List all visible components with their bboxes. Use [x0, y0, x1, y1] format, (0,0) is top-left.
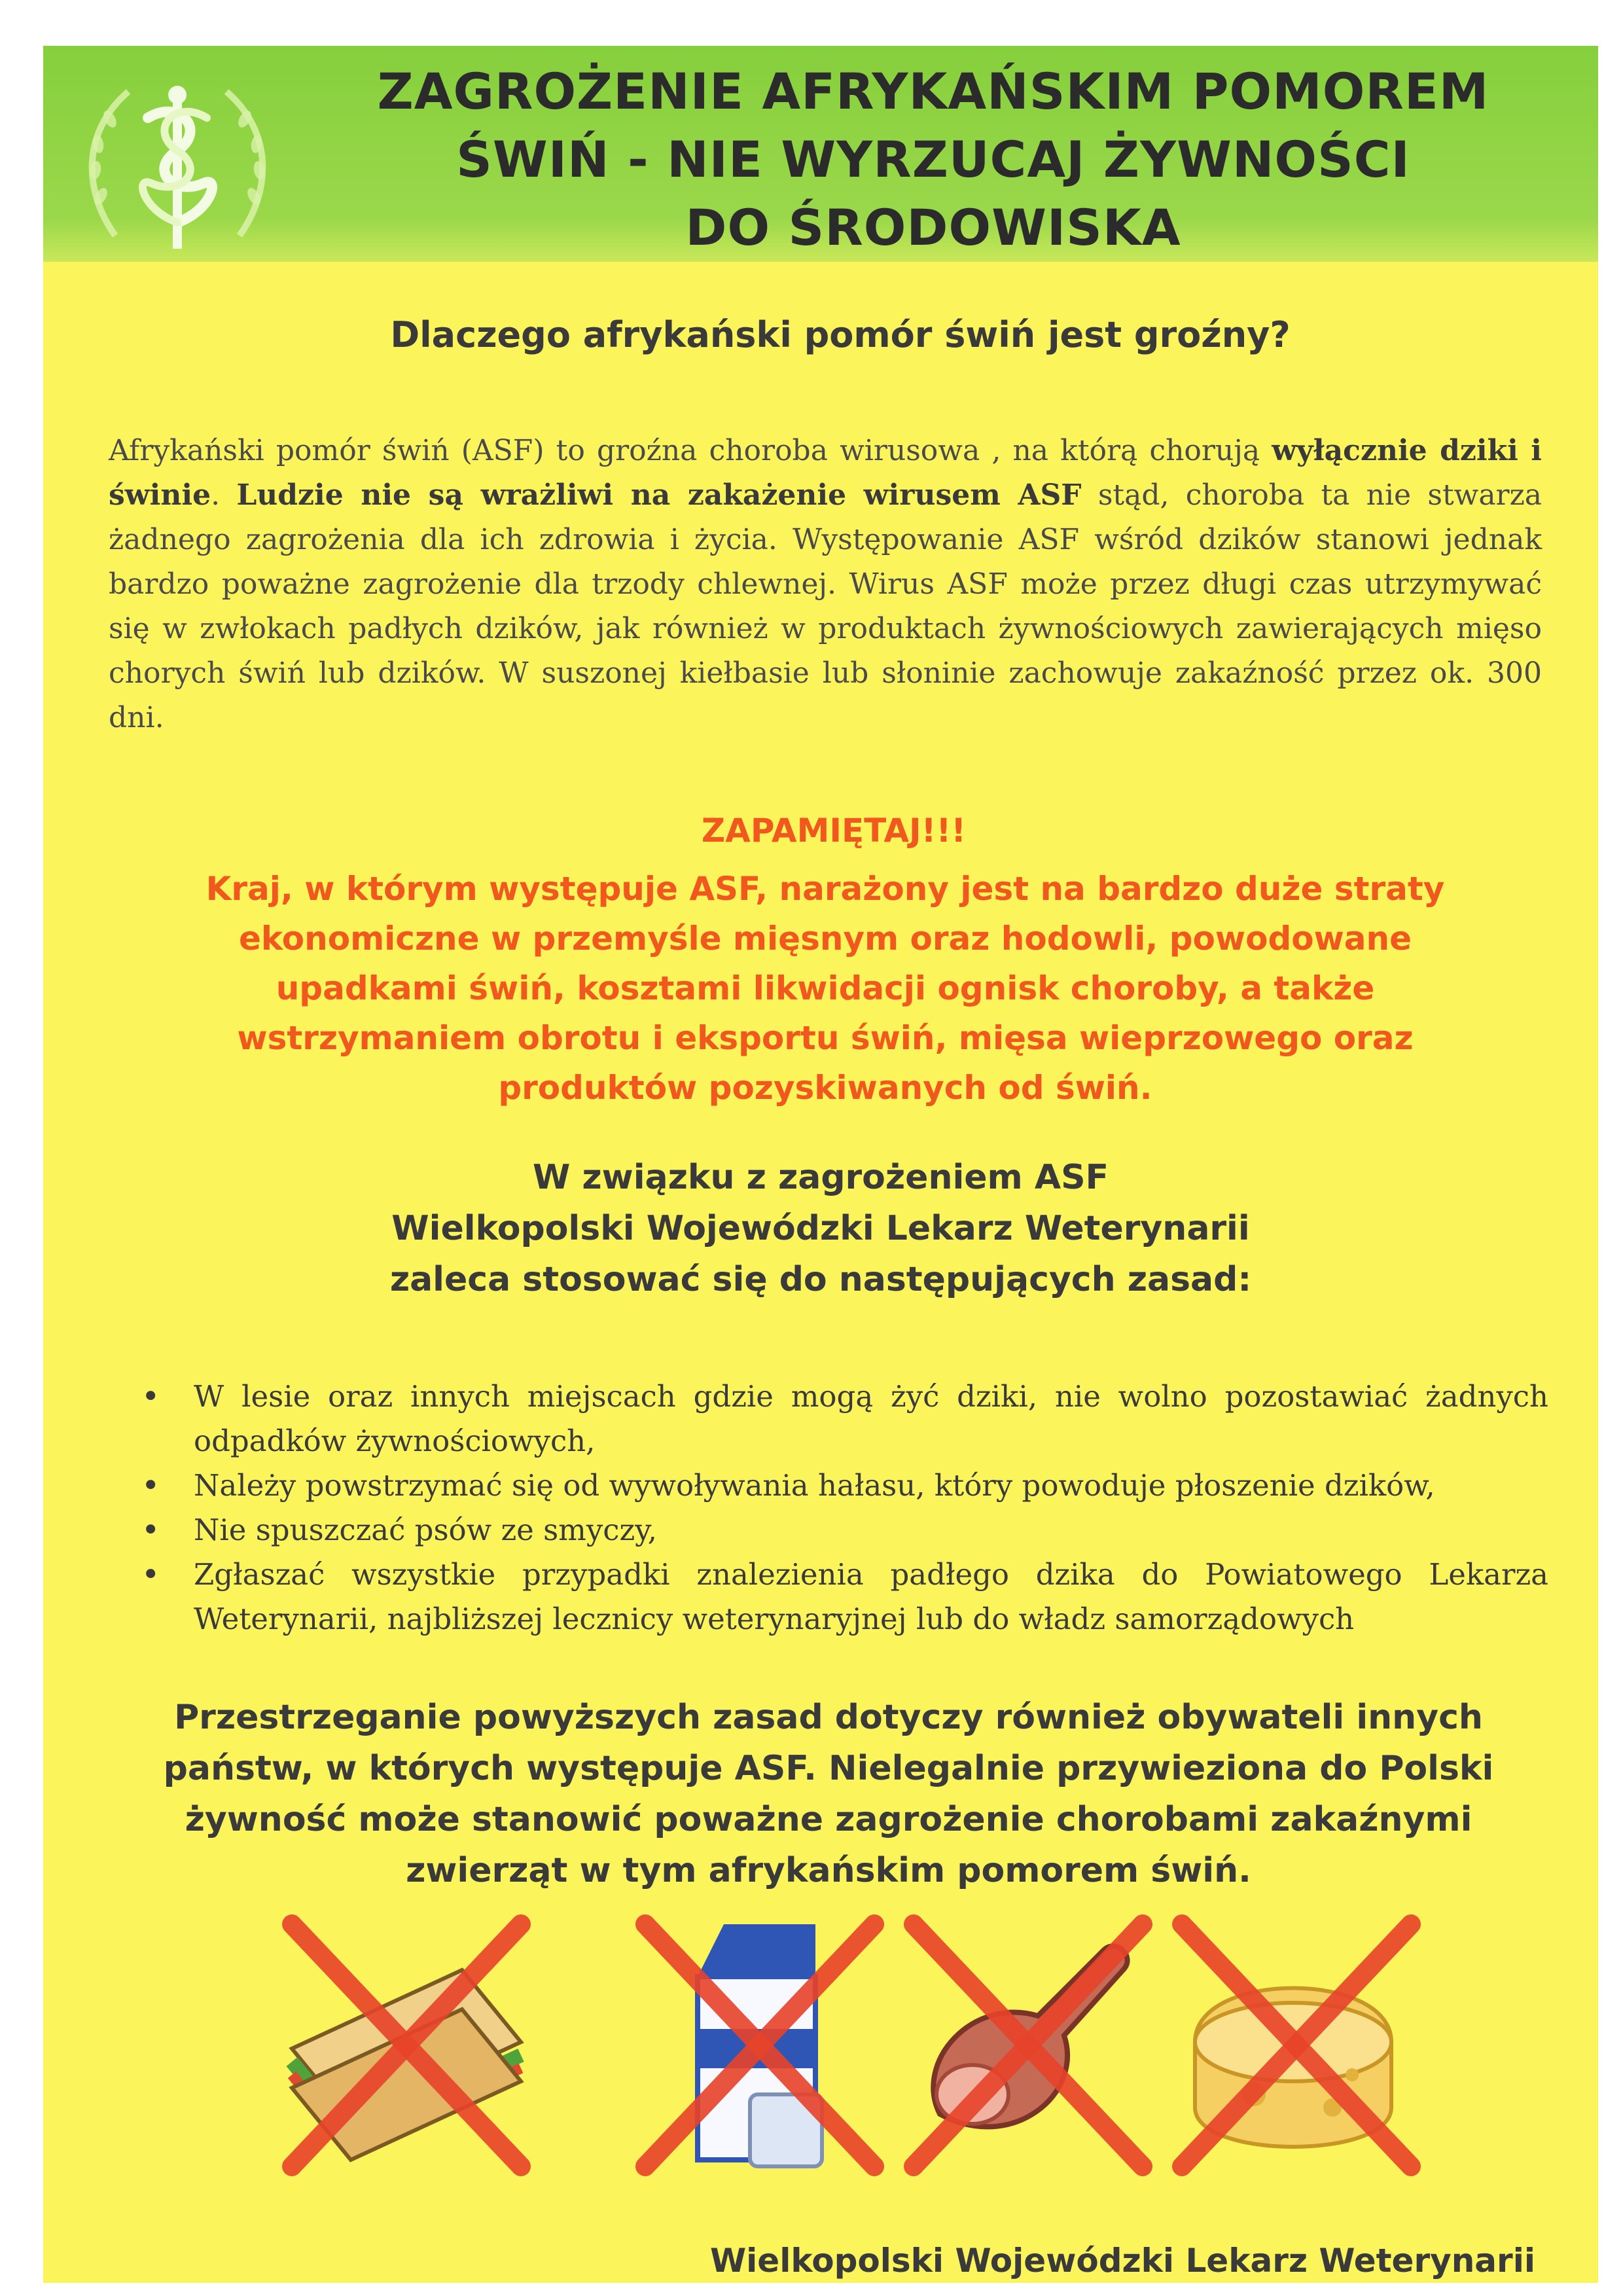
signature: Wielkopolski Wojewódzki Lekarz Weterynarii	[710, 2242, 1535, 2280]
remember-line: Kraj, w którym występuje ASF, narażony jest na bardzo duże straty	[205, 870, 1445, 908]
recommendation-heading	[43, 1152, 1598, 1305]
rule-text: Nie spuszczać psów ze smyczy,	[194, 1513, 657, 1547]
remember-line: produktów pozyskiwanych od świń.	[498, 1069, 1152, 1107]
remember-paragraph	[109, 864, 1542, 1113]
closing-line: państw, w których występuje ASF. Nielegalnie przywieziona do Polski	[163, 1749, 1494, 1788]
list-item	[141, 1508, 1548, 1552]
title-line: DO ŚRODOWISKA	[685, 198, 1181, 257]
bullet: •	[141, 1378, 160, 1415]
sandwich-icon	[266, 1898, 541, 2179]
closing-paragraph	[115, 1692, 1542, 1896]
intro-text: stąd, choroba ta nie stwarza żadnego zagrożenia dla ich zdrowia i życia. Występowanie ASF wśród dzików stanowi jednak bardzo poważne zagrożenie dla trzody chlewnej. Wirus ASF może przez długi czas utrzymywać się w zwłokach padłych dzików, jak również w produktach żywnościowych zawierających mięso chorych świń lub dzików. W suszonej kiełbasie lub słoninie zachowuje zakaźność przez ok. 300 dni.	[109, 478, 1542, 734]
rule-text: W lesie oraz innych miejscach gdzie mogą żyć dziki, nie wolno pozostawiać żadnych odpadków żywnościowych,	[194, 1379, 1548, 1458]
caduceus-wreath-icon	[69, 59, 285, 275]
ham-icon	[887, 1898, 1162, 2179]
remember-line: upadkami świń, kosztami likwidacji ognisk choroby, a także	[276, 969, 1375, 1007]
title-line: ŚWIŃ - NIE WYRZUCAJ ŻYWNOŚCI	[456, 130, 1410, 188]
rule-text: Należy powstrzymać się od wywoływania hałasu, który powoduje płoszenie dzików,	[194, 1468, 1435, 1503]
intro-emphasis: wyłącznie dziki i świnie	[109, 434, 1542, 512]
list-item	[141, 1374, 1548, 1463]
cheese-icon	[1156, 1898, 1431, 2179]
recommendation-line: W związku z zagrożeniem ASF	[532, 1158, 1109, 1197]
list-item	[141, 1463, 1548, 1508]
bullet: •	[141, 1467, 160, 1504]
section-heading: Dlaczego afrykański pomór świń jest groźny?	[390, 314, 1291, 355]
bullet: •	[141, 1556, 160, 1593]
list-item	[141, 1552, 1548, 1641]
closing-line: zwierząt w tym afrykańskim pomorem świń.	[406, 1851, 1251, 1890]
remember-heading: ZAPAMIĘTAJ!!!	[701, 812, 967, 850]
intro-text: Afrykański pomór świń (ASF) to groźna choroba wirusowa , na którą chorują	[109, 434, 1272, 467]
rules-list	[141, 1374, 1548, 1641]
intro-emphasis: Ludzie nie są wrażliwi na zakażenie wirusem ASF	[236, 478, 1082, 512]
closing-line: Przestrzeganie powyższych zasad dotyczy również obywateli innych	[174, 1698, 1483, 1737]
recommendation-line: zaleca stosować się do następujących zasad:	[389, 1260, 1252, 1299]
poster	[43, 46, 1598, 2283]
remember-line: wstrzymaniem obrotu i eksportu świń, mięsa wieprzowego oraz	[237, 1019, 1414, 1057]
intro-text: .	[211, 478, 237, 512]
intro-paragraph	[109, 429, 1542, 740]
prohibited-food-icons	[43, 1898, 1598, 2179]
bullet: •	[141, 1512, 160, 1549]
main-title	[318, 58, 1548, 262]
remember-line: ekonomiczne w przemyśle mięsnym oraz hodowli, powodowane	[238, 920, 1412, 958]
rule-text: Zgłaszać wszystkie przypadki znalezienia padłego dzika do Powiatowego Lekarza Weterynarii, najbliższej lecznicy weterynaryjnej lub do władz samorządowych	[194, 1557, 1548, 1636]
title-line: ZAGROŻENIE AFRYKAŃSKIM POMOREM	[377, 62, 1489, 120]
milk-icon	[619, 1898, 894, 2179]
recommendation-line: Wielkopolski Wojewódzki Lekarz Weterynarii	[391, 1209, 1250, 1248]
closing-line: żywność może stanowić poważne zagrożenie chorobami zakaźnymi	[185, 1800, 1472, 1839]
